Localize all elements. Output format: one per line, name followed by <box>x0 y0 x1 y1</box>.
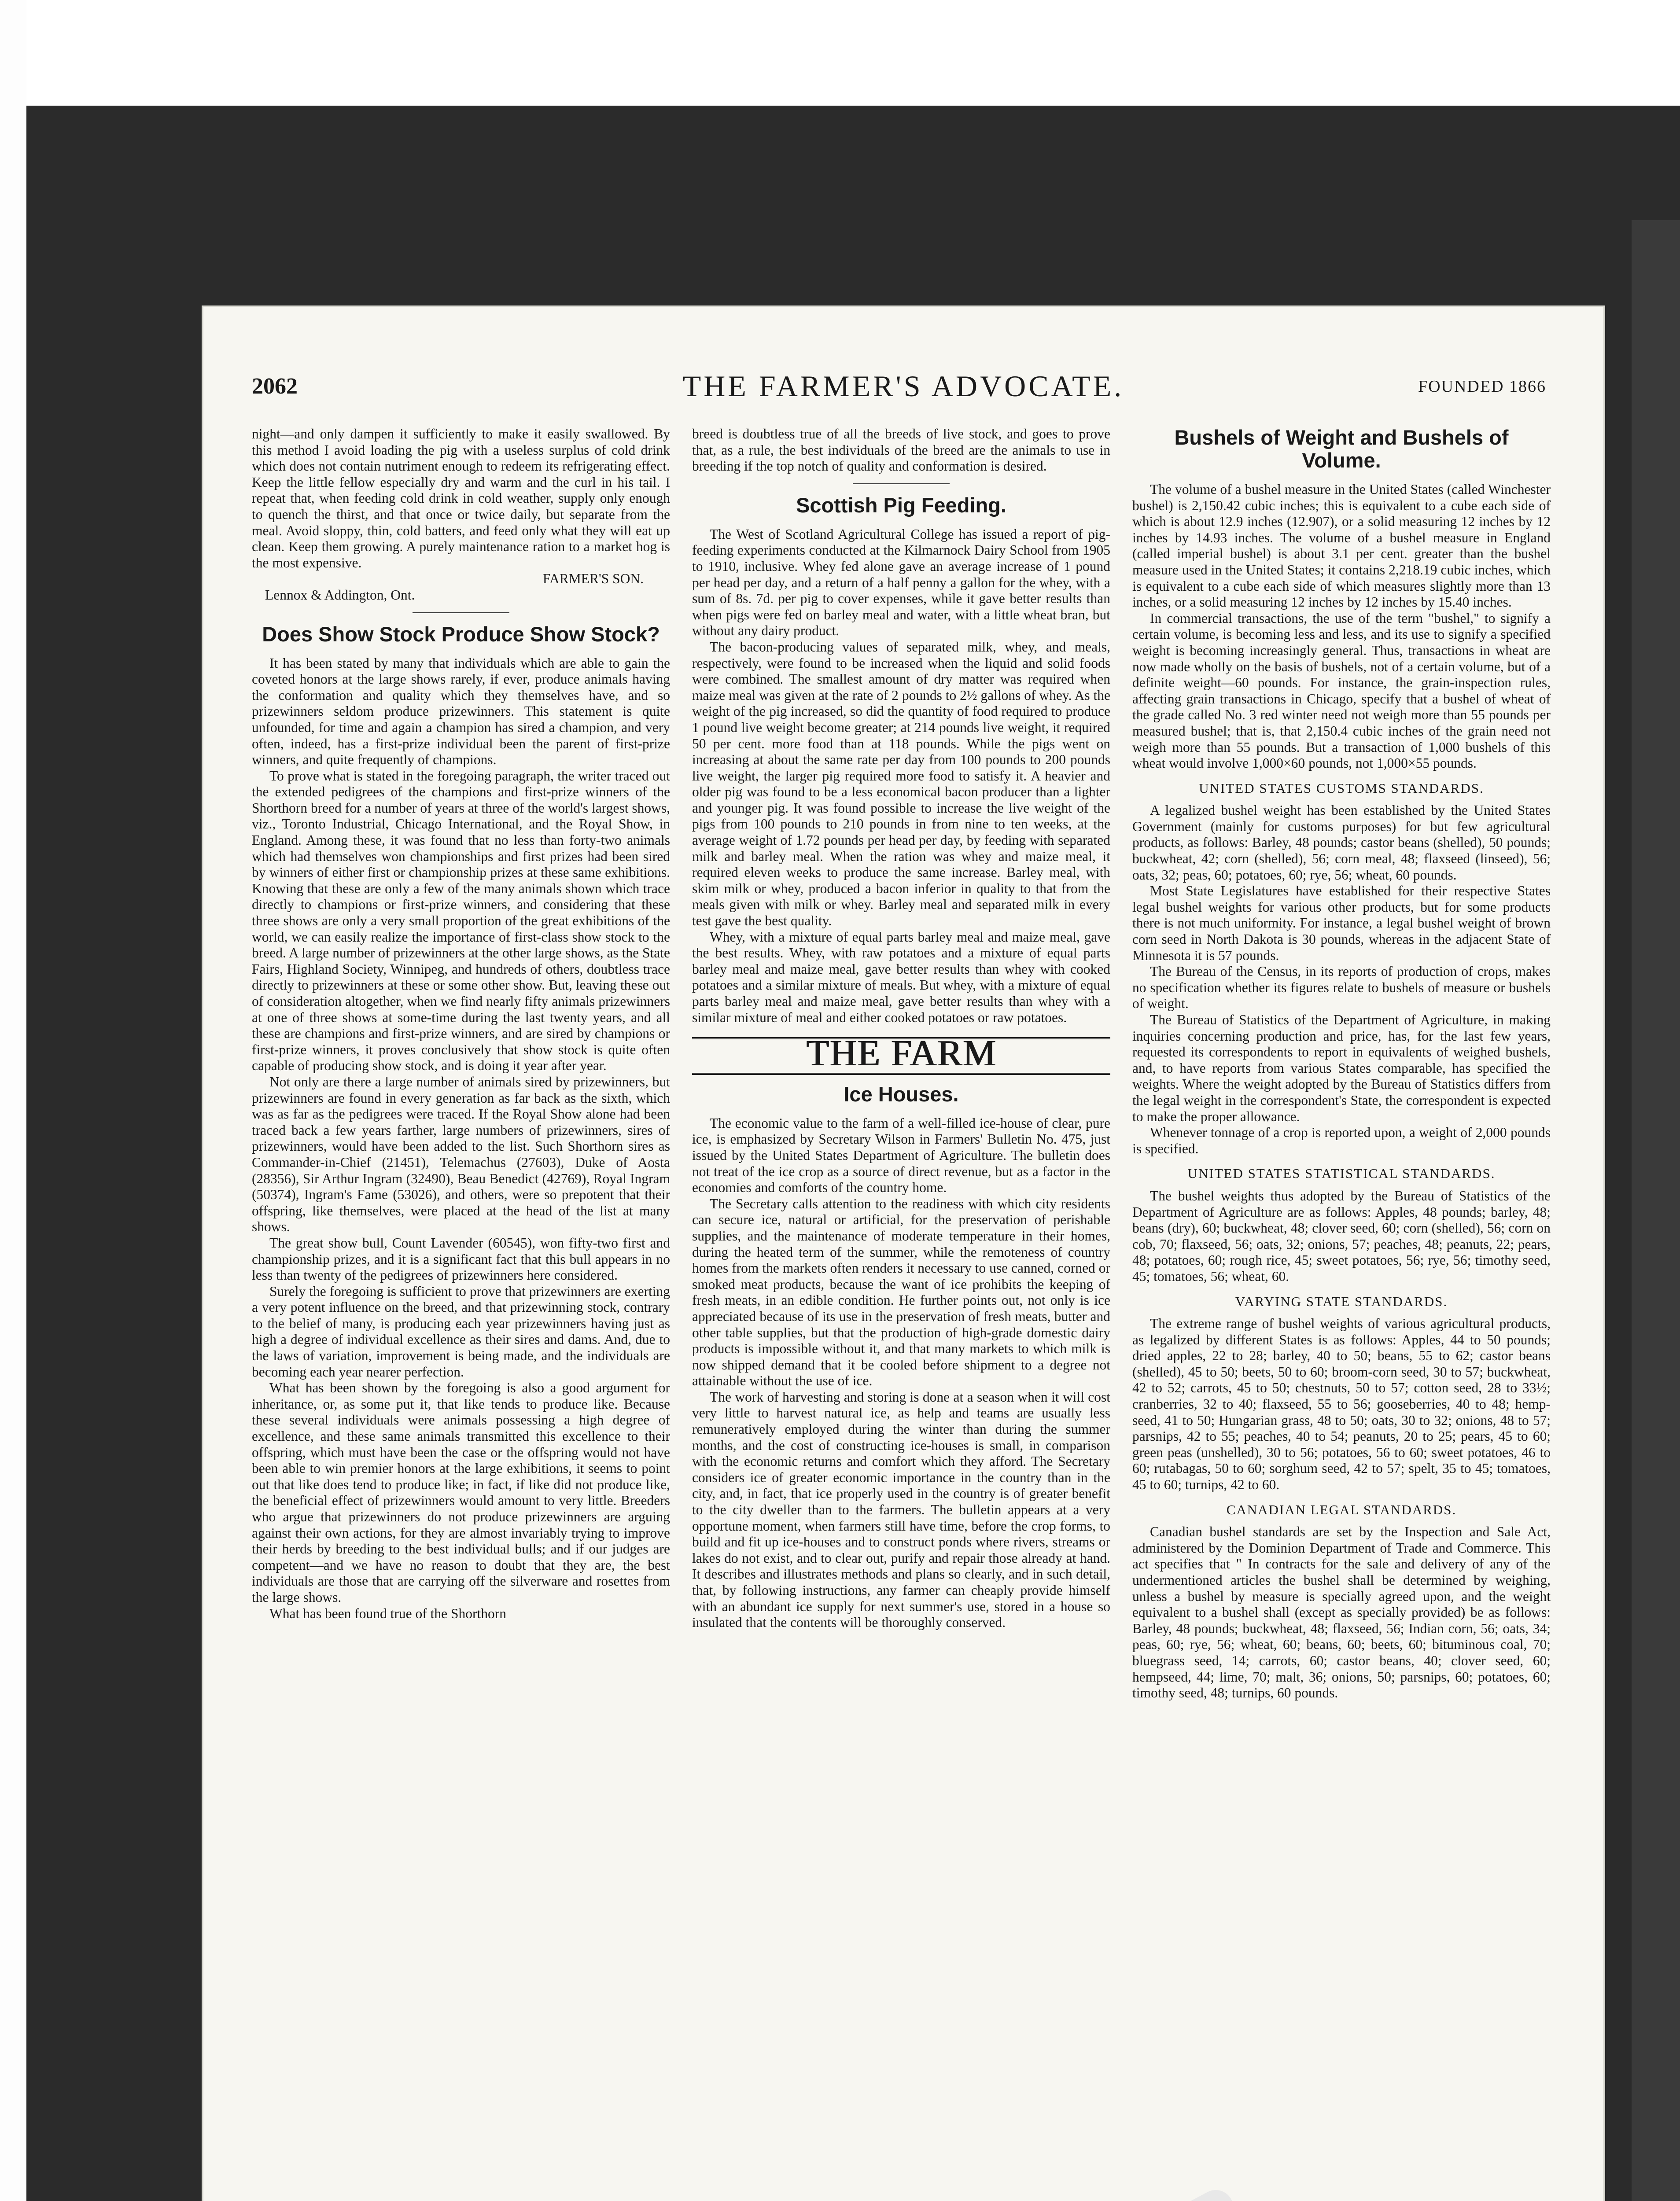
paragraph: A legalized bushel weight has been established by the United States Government (mainly for customs purposes) for but few agricultural products, as follows: Barley, 48 pounds; castor beans (shelled), 50 pounds; buckwheat, 42; corn (shelled), 56; corn meal, 48; flaxseed (linseed), 56; oats, 32; peas, 60; potatoes, 60; rye, 56; wheat, 60 pounds. <box>1132 802 1551 883</box>
page-number: 2062 <box>252 374 298 399</box>
paragraph: In commercial transactions, the use of the term "bushel," to signify a certain volume, is becoming less and less, and its use to signify a specified weight is becoming increasingly general. Thus, transactions in wheat are now made wholly on the basis of bushels, not of a certain volume, but of a definite weight—60 pounds. For instance, the grain-inspection rules, affecting grain transactions in Chicago, specify that a bushel of wheat of the grade called No. 3 red winter need not weigh more than 55 pounds per measured bushel; that is, that 2,150.4 cubic inches of the grain need not weigh more than 55 pounds. But a transaction of 1,000 bushels of this wheat would involve 1,000×60 pounds, not 1,000×55 pounds. <box>1132 610 1551 771</box>
section-title: THE FARM <box>806 1033 997 1074</box>
newspaper-page <box>203 307 1603 2201</box>
adjacent-page-edge <box>1632 220 1680 2201</box>
paragraph: The economic value to the farm of a well-filled ice-house of clear, pure ice, is emphasized by Secretary Wilson in Farmers' Bulletin No. 475, just issued by the United States Department of Agriculture. The bulletin does not treat of the ice crop as a source of direct revenue, but as a factor in the economies and comforts of the country home. <box>692 1115 1110 1196</box>
paragraph: The great show bull, Count Lavender (60545), won fifty-two first and championship prizes, and it is a significant fact that this bull appears in no less than twenty of the pedigrees of prizewinners here considered. <box>252 1235 670 1283</box>
paragraph: What has been found true of the Shorthorn <box>269 1605 506 1621</box>
film-margin-left <box>0 0 26 2201</box>
subheading: UNITED STATES CUSTOMS STANDARDS. <box>1199 780 1484 796</box>
subheading: UNITED STATES STATISTICAL STANDARDS. <box>1187 1166 1496 1181</box>
article-heading: Bushels of Weight and Bushels of Volume. <box>1174 426 1509 472</box>
paragraph: The Secretary calls attention to the readiness with which city residents can secure ice, natural or artificial, for the preservation of perishable supplies, and the maintenance of moderate temperature in their homes, during the heated term of the summer, while the remoteness of country homes from the markets often renders it necessary to use canned, corned or smoked meat products, because the want of ice prohibits the keeping of fresh meats, in an edible condition. He further points out, not only is ice appreciated because of its use in the preservation of fresh meats, butter and other table supplies, but that the production of high-grade domestic dairy products is impossible without it, and that many markets to which milk is now shipped demand that it be cooled before shipment to a degree not attainable without the use of ice. <box>692 1196 1110 1389</box>
section-banner <box>692 1033 1110 1075</box>
paragraph: The bushel weights thus adopted by the Bureau of Statistics of the Department of Agriculture are as follows: Apples, 48 pounds; barley, 48; beans (dry), 60; buckwheat, 48; clover seed, 60; corn (shelled), 56; corn on cob, 70; flaxseed, 56; oats, 32; onions, 57; peaches, 48; peanuts, 22; pears, 48; potatoes, 60; rough rice, 45; sweet potatoes, 56; rye, 56; timothy seed, 45; tomatoes, 56; wheat, 60. <box>1132 1188 1551 1284</box>
column-2 <box>692 426 1110 1631</box>
article-heading: Ice Houses. <box>844 1082 959 1106</box>
paragraph: The West of Scotland Agricultural College has issued a report of pig-feeding experiments conducted at the Kilmarnock Dairy School from 1905 to 1910, inclusive. Whey fed alone gave an average increase of 1 pound per head per day, and a return of a half penny a gallon for the whey, with a sum of 8s. 7d. per pig to cover expenses, while it gave better results than when pigs were fed on barley meal and water, with a little wheat bran, but without any dairy product. <box>692 526 1110 639</box>
paragraph: It has been stated by many that individuals which are able to gain the coveted honors at the large shows rarely, if ever, produce animals having the conformation and quality which they themselves have, and so prizewinners seldom produce prizewinners. This statement is quite unfounded, for time and again a champion has sired a champion, and very often, indeed, has a first-prize individual been the parent of first-prize winners, and quite frequently of champions. <box>252 655 670 768</box>
subheading: VARYING STATE STANDARDS. <box>1235 1293 1448 1309</box>
founded-note: FOUNDED 1866 <box>1418 377 1546 396</box>
paragraph: Not only are there a large number of animals sired by prizewinners, but prizewinners are found in every generation as far back as the sixth, which was as far as the pedigrees were traced. If the Royal Show alone had been traced back a few years farther, large numbers of prizewinners, sires of prizewinners, would have been added to the list. Such Shorthorn sires as Commander-in-Chief (21451), Telemachus (27603), Duke of Aosta (28356), Sir Arthur Ingram (32490), Beau Benedict (42769), Royal Ingram (50374), Ingram's Fame (53026), and others, were so prepotent that their offspring, like themselves, were placed at the head of the list at many shows. <box>252 1074 670 1235</box>
article-heading: Does Show Stock Produce Show Stock? <box>262 622 660 646</box>
divider <box>853 483 950 484</box>
paragraph: The extreme range of bushel weights of various agricultural products, as legalized by different States is as follows: Apples, 44 to 50 pounds; dried apples, 22 to 28; barley, 40 to 50; beans, 55 to 62; castor beans (shelled), 45 to 50; beets, 50 to 60; broom-corn seed, 30 to 57; buckwheat, 42 to 52; carrots, 45 to 50; chestnuts, 50 to 57; cotton seed, 28 to 33½; cranberries, 32 to 40; flaxseed, 55 to 56; gooseberries, 40 to 48; hemp-seed, 41 to 50; Hungarian grass, 48 to 50; oats, 30 to 32; onions, 48 to 57; parsnips, 42 to 55; peaches, 40 to 54; peanuts, 20 to 25; pears, 45 to 60; green peas (unshelled), 30 to 56; potatoes, 56 to 60; sweet potatoes, 46 to 60; rutabagas, 50 to 60; sorghum seed, 42 to 57; spelt, 35 to 45; tomatoes, 45 to 60; turnips, 42 to 60. <box>1132 1316 1551 1493</box>
paragraph: The Bureau of the Census, in its reports of production of crops, makes no specification whether its figures relate to bushels of measure or bushels of weight. <box>1132 964 1551 1012</box>
paragraph: The Bureau of Statistics of the Department of Agriculture, in making inquiries concerning production and price, has, for the last few years, requested its correspondents to report in equivalents of weighed bushels, and, to have reports from various States comparable, has specified the weights. Where the weight adopted by the Bureau of Statistics differs from the legal weight in the correspondent's State, the correspondent is expected to make the proper allowance. <box>1132 1012 1551 1124</box>
paragraph: The work of harvesting and storing is done at a season when it will cost very little to harvest natural ice, as help and teams are usually less remuneratively employed during the winter than during the summer months, and the cost of constructing ice-houses is small, in comparison with the economic returns and comfort which they afford. The Secretary considers ice of greater economic importance in the country than in the city, and, in fact, that ice properly used in the country is of greater benefit to the city dweller than to the farmers. The bulletin appears at a very opportune moment, when farmers still have time, before the crop forms, to build and fit up ice-houses and to construct ponds where rivers, streams or lakes do not exist, and to clear out, purify and repair those already at hand. It describes and illustrates methods and plans so clearly, and in such detail, that, by following instructions, any farmer can cheaply provide himself with an abundant ice supply for next summer's use, stored in a house so insulated that the contents will be thoroughly conserved. <box>692 1389 1110 1631</box>
journal-title: THE FARMER'S ADVOCATE. <box>682 369 1124 403</box>
author-location: Lennox & Addington, Ont. <box>265 587 415 603</box>
column-3 <box>1132 426 1551 1701</box>
divider <box>413 612 509 613</box>
article-heading: Scottish Pig Feeding. <box>796 493 1006 517</box>
paragraph: Surely the foregoing is sufficient to prove that prizewinners are exerting a very potent influence on the breed, and that prizewinning stock, contrary to the belief of many, is producing each year prizewinners having just as high a degree of individual excellence as their sires and dams. And, due to the laws of variation, improvement is being made, and the individuals are becoming each year nearer perfection. <box>252 1283 670 1380</box>
paragraph: Canadian bushel standards are set by the Inspection and Sale Act, administered by the Dominion Department of Trade and Commerce. This act specifies that " In contracts for the sale and delivery of any of the undermentioned articles the bushel shall be determined by weighing, unless a bushel by measure is specially agreed upon, and the weight equivalent to a bushel shall (except as specially provided) be as follows: Barley, 48 pounds; buckwheat, 48; flaxseed, 56; Indian corn, 56; oats, 34; peas, 60; rye, 56; wheat, 60; beans, 60; beets, 60; bituminous coal, 70; bluegrass seed, 14; carrots, 60; castor beans, 40; clover seed, 60; hempseed, 44; lime, 70; malt, 36; onions, 50; parsnips, 60; potatoes, 60; timothy seed, 48; turnips, 60 pounds. <box>1132 1524 1551 1701</box>
paragraph: Most State Legislatures have established for their respective States legal bushel weights for various other products, but for some products there is not much uniformity. For instance, a legal bushel weight of brown corn seed in North Dakota is 30 pounds, whereas in the adjacent State of Minnesota it is 57 pounds. <box>1132 883 1551 963</box>
paragraph: What has been shown by the foregoing is also a good argument for inheritance, or, as some put it, that like tends to produce like. Because these several individuals were animals possessing a high degree of excellence, and these same animals transmitted this excellence to their offspring, which must have been the case or the offspring would not have been able to win premier honors at the large exhibitions, it seems to point out that like does tend to produce like; in fact, if like did not produce like, the beneficial effect of prizewinners would amount to very little. Breeders who argue that prizewinners do not produce prizewinners are arguing against their own actions, for they are almost invariably trying to improve their herds by breeding to the best individual bulls; and if our judges are competent—and we have no reason to doubt that they are, the best individuals are those that are carrying off the silverware and rosettes from the large shows. <box>252 1380 670 1605</box>
paragraph: The volume of a bushel measure in the United States (called Winchester bushel) is 2,150.42 cubic inches; this is equivalent to a cube each side of which is about 12.9 inches (12.907), or a solid measuring 12 inches by 12 inches by 14.93 inches. The volume of a bushel measure in England (called imperial bushel) is about 3.1 per cent. greater than the bushel measure used in the United States; it contains 2,218.19 cubic inches, which is equivalent to a cube each side of which measures slightly more than 13 inches, or a solid measuring 12 inches by 12 inches by 15.40 inches. <box>1132 482 1551 610</box>
author-signature: FARMER'S SON. <box>542 571 644 587</box>
paragraph: Whey, with a mixture of equal parts barley meal and maize meal, gave the best results. Whey, with raw potatoes and a mixture of equal parts barley meal and maize meal, gave better results than whey with cooked potatoes and a similar mixture of meals. But whey, with a mixture of equal parts barley meal and maize meal, gave better results than whey with a similar mixture of meal and either cooked potatoes or raw potatoes. <box>692 929 1110 1025</box>
paragraph: night—and only dampen it sufficiently to make it easily swallowed. By this method I avoid loading the pig with a useless surplus of cold drink which does not contain nutriment enough to redeem its refrigerating effect. Keep the little fellow especially dry and warm and the curl in his tail. I repeat that, when feeding cold drink in cold weather, supply only enough to quench the thirst, and that once or twice daily, but separate from the meal. Avoid sloppy, thin, cold batters, and feed only what they will eat up clean. Keep them growing. A purely maintenance ration to a market hog is the most expensive. <box>252 426 670 570</box>
paragraph: breed is doubtless true of all the breeds of live stock, and goes to prove that, as a rule, the best individuals of the breed are the animals to use in breeding if the top notch of quality and conformation is desired. <box>692 426 1110 474</box>
paragraph: The bacon-producing values of separated milk, whey, and meals, respectively, were found to be increased when the liquid and solid foods were combined. The smallest amount of dry matter was required when maize meal was given at the rate of 2 pounds to 2½ gallons of whey. As the weight of the pig increased, so did the quantity of food required to produce 1 pound live weight become greater; at 214 pounds live weight, it required 50 per cent. more food than at 118 pounds. While the pigs went on increasing at about the same rate per day from 100 pounds to 200 pounds live weight, the larger pig required more food to satisfy it. A heavier and older pig was found to be a less economical bacon producer than a lighter and younger pig. It was found possible to increase the live weight of the pigs from 100 pounds to 210 pounds in from nine to ten weeks, at the average weight of 1.72 pounds per head per day, by feeding with separated milk and barley meal. When the ration was whey and maize meal, it required eleven weeks to produce the same increase. Barley meal, with skim milk or whey, produced a bacon inferior in quality to that from the meals given with milk or whey. Barley meal and separated milk in every test gave the best quality. <box>692 639 1110 929</box>
paragraph: Whenever tonnage of a crop is reported upon, a weight of 2,000 pounds is specified. <box>1132 1125 1551 1156</box>
column-1 <box>252 426 670 1622</box>
paragraph: To prove what is stated in the foregoing paragraph, the writer traced out the extended pedigrees of the champions and first-prize winners of the Shorthorn breed for a number of years at three of the world's largest shows, viz., Toronto Industrial, Chicago International, and the Royal Show, in England. Among these, it was found that no less than forty-two animals which had themselves won championships and first prizes had been sired by winners of either first or championship prizes at these same exhibitions. Knowing that these are only a few of the many animals shown which trace directly to champions or first-prize winners, and considering that these three shows are only a very small proportion of the great exhibitions of the world, we can easily realize the importance of first-class show stock to the breed. A large number of prizewinners at the other large shows, as the State Fairs, Highland Society, Winnipeg, and hundreds of others, doubtless trace directly to prizewinners at these or some other show. But, leaving these out of consideration altogether, when we find nearly fifty animals prizewinners at one of three shows at some-time during the last twenty years, and all these are champions and first-prize winners, and are sired by champions or first-prize winners, it proves conclusively that show stock is quite often capable of producing show stock, and is doing it year after year. <box>252 768 670 1074</box>
subheading: CANADIAN LEGAL STANDARDS. <box>1226 1502 1457 1517</box>
